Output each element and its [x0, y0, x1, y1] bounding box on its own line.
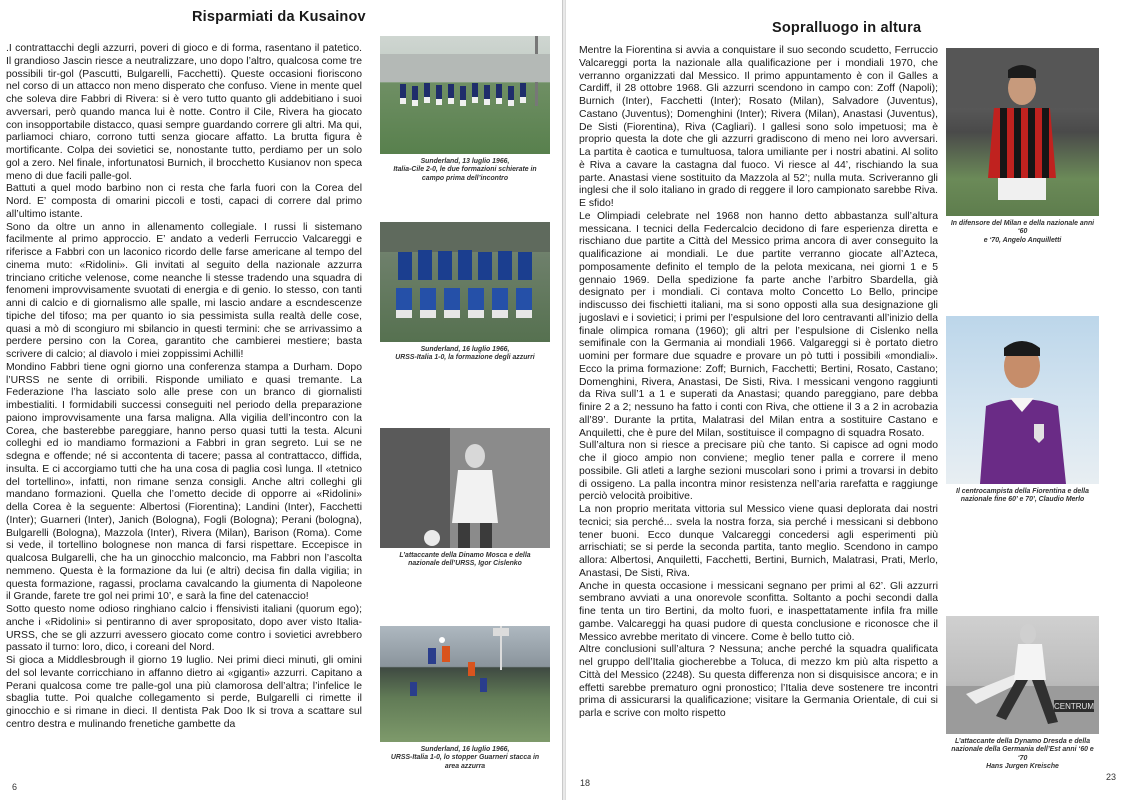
figure-italia-cile: [380, 36, 550, 183]
paragraph: .I contrattacchi degli azzurri, poveri di gioco e di forma, rasentano il patetico. Il grandioso Jascin riesce a neutralizzare, uno dopo l’altro, qualcosa come tre possibili tir-gol (Pascutti, Bulgarelli, Facchetti). Queste occasioni fioriscono nel corso di un attacco non meno disperato che confuso. Viene in mente quel che soleva dire Fabbri di Rivera: si è vero tutto quanto gli addebitiano i suoi avversari, però quando manca lui è notte. Contro il Cile, Rivera ha giocato con insopportabile distacco, quasi sempre guardando correre gli altri. Ma qui, parliamoci chiaro, corrono tutti senza giocare affatto. La brutta figura è mortificante. Colpa dei sovietici se, nonostante tutto, perdiamo per un solo gol a zero. Nel finale, infortunatosi Burnich, il brocchetto Kusianov non speca meno di due facili palle-gol.: [6, 43, 362, 182]
paragraph: Battuti a quel modo barbino non ci resta che farla fuori con la Corea del Nord. E’ composta di omarini piccoli e tosti, capaci di correre dal primo all’ultimo istante.: [6, 183, 362, 220]
figure-urss-italia-team: [380, 222, 550, 363]
right-article-text: [579, 45, 938, 775]
right-page-title: Sopralluogo in altura: [772, 20, 922, 36]
paragraph: Altre conclusioni sull’altura ? Nessuna; anche perché la squadra qualificata nel gruppo dell’Italia giocherebbe a Toluca, di mezzo km più alta rispetto a Città del Messico (2248). Su questa differenza non si disquisisce ancora; e in effetti sarebbe prematuro ogni pronostico; l’Italia deve sostenere tre incontri prima di assicurarsi la qualificazione; visitare la Germania Orientale, di cui si parla e scrive con molto rispetto: [579, 644, 938, 719]
paragraph: Si gioca a Middlesbrough il giorno 19 luglio. Nei primi dieci minuti, gli omini del sol levante corricchiano in affanno dietro ai «giganti» azzurri. Capitano a Perani qualcosa come tre palle-gol una più clamorosa dell’altra; l’infelice le sbaglia tutte. Poi qualche collegamento si perde, Bulgarelli ci rimette il ginocchio e si rimane in dieci. Il dentista Pak Doo Ik si trova a scattare sul centro destra e mulinando frenetiche gambette da: [6, 655, 362, 730]
figure-anquilletti: [946, 48, 1099, 245]
paragraph: La non proprio meritata vittoria sul Messico viene quasi deplorata dai nostri tecnici; sia perché... svela la nostra forza, sia perché i messicani si debbono tener buoni. Ecco dunque Valcareggi concedersi agli esperimenti più arrischiati; se si perde la seconda partita, tanto meglio. Scendono in campo allora: Albertosi, Anquiletti, Facchetti, Bertini, Burnich, Malatrasi, Prati, Merlo, Anastasi, De Sisti, Riva.: [579, 504, 938, 579]
photo-azzurri-team: [380, 222, 550, 342]
photo-caption: Sunderland, 16 luglio 1966, URSS-Italia 1-0, lo stopper Guarneri stacca in area azzurra: [390, 746, 540, 770]
paragraph: Mondino Fabbri tiene ogni giorno una conferenza stampa a Durham. Dopo l’URSS ne sente di orribili. Risponde umiliato e quasi tremante. La Federazione l’ha lasciato solo alle prese con un branco di giornalisti imbestialiti. I formidabili successi conseguiti nel periodo della preparazione paiono improvvisamente una farsa maligna. Alla vigilia dell’incontro con la Corea, che basterebbe pareggiare, hanno perso quasi tutti la testa. Alcuni colleghi ed io mandiamo formazioni a Fabbri in gran segreto. Lui se ne sdegna e offende; né si accontenta di tacere; passa al contrattacco, diffida, insulta. E ci accorgiamo tutti che ha una cosa di paglia così lunga. Il «tetnico del tortellino», infatti, non rimane senza consigli. Anche altri colleghi gli mandano formazioni. Quella che l’ometto decide di opporre ai «Ridolini» della Corea è la seguente: Albertosi (Fiorentina); Landini (Inter), Facchetti (Inter); Guarneri (Inter), Janich (Bologna), Fogli (Bologna); Perani (bologna), Bulgarelli (Bologna), Mazzola (Inter), Rivera (Milan), Barison (Roma). Come si vede, il tortellino bolognese non manca di farsi rispettare. Eccepisce in qualcosa Bulgarelli, che ha un ginocchio malconcio, ma Fabbri non l’ascolta nemmeno. Questa è la formazione da lui (e altri) decisa fin dalla vigilia; in questa formazione, ragassi, proclama cavalcando la giumenta di Napoleone il Grande, farete tre gol nei primi 10’, e sarà la fine del catenaccio!: [6, 361, 362, 603]
photo-caption: Sunderland, 13 luglio 1966, Italia-Cile 2-0, le due formazioni schierate in campo prima dell’incontro: [393, 158, 537, 182]
stadium-sign-text: CENTRUM: [1054, 702, 1094, 711]
photo-teams-lined-up: [380, 36, 550, 154]
figure-guarneri: [380, 626, 550, 771]
figure-kreische: [946, 616, 1099, 772]
photo-claudio-merlo: [946, 316, 1099, 484]
paragraph: Mentre la Fiorentina si avvia a conquistare il suo secondo scudetto, Ferruccio Valcareggi porta la nazionale alla qualificazione per i mondiali 1970, che verranno organizzati dal Messico. Il primo appuntamento è con il Galles a Cardiff, il 28 ottobre 1968. Gli azzurri scendono in campo con: Zoff (Napoli); Burnich (Inter), Facchetti (Inter); Rosato (Milan), Salvadore (Juventus), Castano (Juventus); Domenghini (Inter); Rivera (Milan), Anastasi (Juventus), De Sisti (Fiorentina), Riva (Cagliari). I gallesi sono solo impetuosi; ma è proprio questa la dote che gli azzurri gradiscono di meno nei loro avversari. La partita è caotica e tumultuosa, talora umiliante per i nostri abatini. Al solito è Riva a cavare la castagna dal fuoco. Vi riesce al 44’, rischiando la sua parte. Anastasi viene sostituito da Mazzola al 52’; nulla muta. Scriveranno gli inglesi che il solo italiano in grado di reggere il loro campionato sarebbe Riva. E sfido!: [579, 45, 938, 209]
page-number: 6: [12, 782, 18, 792]
photo-hans-jurgen-kreische: [946, 616, 1099, 734]
right-page: [565, 0, 1131, 800]
photo-caption: L’attaccante della Dinamo Mosca e della nazionale dell’URSS, Igor Cislenko: [399, 552, 531, 568]
photo-caption: In difensore del Milan e della nazionale anni ‘60 e ‘70, Angelo Anquilletti: [950, 220, 1095, 244]
photo-caption: Il centrocampista della Fiorentina e della nazionale fine 60’ e 70’, Claudio Merlo: [956, 488, 1089, 504]
figure-merlo: [946, 316, 1099, 505]
photo-caption: L’attaccante della Dynamo Dresda e della nazionale della Germania dell’Est anni ‘60 e ‘70 Hans Jurgen Kreische: [951, 738, 1094, 771]
figure-cislenko: [380, 428, 550, 569]
page-number: 18: [580, 778, 591, 788]
left-page-title: Risparmiati da Kusainov: [192, 9, 366, 25]
paragraph: Sotto questo nome odioso ringhiano calcio i ffensivisti italiani (quorum ego); anche i «Ridolini» si pentiranno di aver spropositato, dopo aver visto Italia-URSS, che se gli azzurri avessero giocato come contro i sovietici avrebbero passato il turno: loro, dico, i coreani del Nord.: [6, 604, 362, 654]
photo-caption: Sunderland, 16 luglio 1966, URSS-Italia 1-0, la formazione degli azzurri: [395, 346, 535, 362]
paragraph: Sull’altura non si riesce a precisare più che tanto. Si capisce ad ogni modo che il gioco ampio non conviene; meglio tener palla e correre il meno possibile. Gli atleti a larghe sezioni muscolari sono i primi a trovarsi in debito di ossigeno. La palla incontra minor resistenza nell’aria rarefatta e raggiunge perciò velocità proibitive.: [579, 440, 938, 503]
paragraph: Sono da oltre un anno in allenamento collegiale. I russi li sistemano facilmente al primo approccio. E’ andato a vederli Ferruccio Valcareggi e riferisce a Fabbri con un laconico ricordo delle farse americane al tempo del cinema muto: «Ridolini». Gli invitati al seguito della nazionale azzurra trinciano critiche velenose, come neanche li stesse tradendo una squadra di fenomeni improvvisamente svuotati di energia e di genio. Io stesso, con tanti anni di calcio e di giornalismo alle spalle, mi lascio andare a escndescenze tipiche del tifoso; ma per quanto io sia pessimista sulla realtà delle cose, quasi a mò di scongiuro mi sbilancio in questi termini: che se arrivassimo a perdere persino con la Corea, garantito che cambierei mestiere; basta scrivere di calcio; al diavolo i miei zoppissimi Achilli!: [6, 221, 362, 360]
page-number: 23: [1106, 772, 1117, 782]
paragraph: Le Olimpiadi celebrate nel 1968 non hanno detto abbastanza sull’altura messicana. I tecnici della Federcalcio decidono di fare esperienza diretta e rischiano due partite a Città del Messico prima ancora di aver conseguito la qualificazione ai mondiali. Le due partite verranno giocate all’Azteca, pomposamente definito el templo de la pelota mexicana, nei giorni 1 e 5 gennaio 1969. Della spedizione fa parte anche l’arbitro Sbardella, già designato per i mondiali. Ci contava molto Concetto Lo Bello, principe indiscusso dei fischietti italiani, ma si sono opposti alla sua designazione gli jugoslavi e i sovietici; i primi per l’espulsione del loro centravanti all’inizio della finale olimpica romana (1960); gli altri per l’espulsione di Cislenko nella semifinale con la Germania ai mondiali 1966. Valgareggi si è portato dietro uomini per formare due squadre e provare un pò tutti i possibili «mondiali». Ecco la prima formazione: Zoff; Burnich, Facchetti; Bertini, Rosato, Castano; Domenghini, Rivera, Anastasi, De Sisti, Riva. I messicani vengono raggiunti da Riva sull’1 a 1 e superati da Anastasi; quando pareggiano, pare debba finire 2 a 2; nessuno ha fatto i conti con Riva, che ottiene il 3 a 2 in acrobazia all’89’. Durante la prtita, Malatrasi del Milan entra a sostituire Castano e Anquiletti, che è pure del Milan, sostituisce il compagno di squadra Rosato.: [579, 210, 938, 439]
left-page: [0, 0, 563, 800]
photo-guarneri-header: [380, 626, 550, 742]
left-article-text: [6, 43, 362, 788]
photo-igor-cislenko: [380, 428, 550, 548]
paragraph: Anche in questa occasione i messicani segnano per primi al 62’. Gli azzurri sembrano avviati a una onorevole sconfitta. Soltanto a pochi secondi dalla fine tenta un tiro Bertini, da molto fuori, e inaspettatamente infila fra mille gambe. Valcareggi ha quasi pudore di questa conclusione e riconosce che il Messico avrebbe meritato di vincere. Come è bello tutto ciò.: [579, 580, 938, 643]
photo-angelo-anquilletti: [946, 48, 1099, 216]
